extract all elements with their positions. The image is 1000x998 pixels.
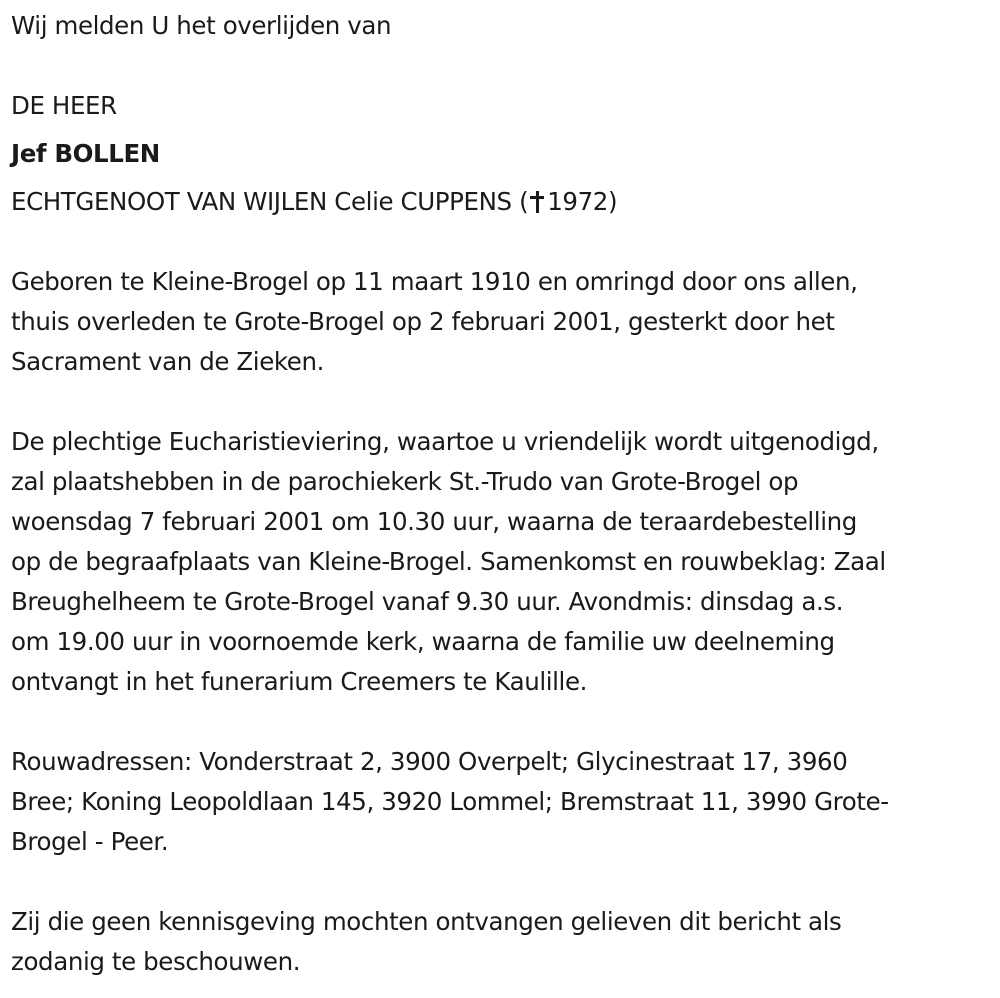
- address-line-2: Bree; Koning Leopoldlaan 145, 3920 Lommel; Bremstraat 11, 3990 Grote-: [11, 787, 889, 816]
- ceremony-line-4: op de begraafplaats van Kleine-Brogel. Samenkomst en rouwbeklag: Zaal: [11, 547, 886, 576]
- ceremony-line-6: om 19.00 uur in voornoemde kerk, waarna de familie uw deelneming: [11, 627, 835, 656]
- spouse-death-year: 1972): [547, 187, 618, 216]
- deceased-name: Jef BOLLEN: [11, 139, 160, 168]
- birth-line-2: thuis overleden te Grote-Brogel op 2 februari 2001, gesterkt door het: [11, 307, 835, 336]
- salutation: DE HEER: [11, 91, 117, 120]
- ceremony-line-5: Breughelheem te Grote-Brogel vanaf 9.30 uur. Avondmis: dinsdag a.s.: [11, 587, 844, 616]
- birth-line-1: Geboren te Kleine-Brogel op 11 maart 1910 en omringd door ons allen,: [11, 267, 858, 296]
- closing-line-1: Zij die geen kennisgeving mochten ontvangen gelieven dit bericht als: [11, 907, 842, 936]
- address-line-1: Rouwadressen: Vonderstraat 2, 3900 Overpelt; Glycinestraat 17, 3960: [11, 747, 848, 776]
- birth-line-3: Sacrament van de Zieken.: [11, 347, 324, 376]
- closing-line-2: zodanig te beschouwen.: [11, 947, 301, 976]
- ceremony-line-3: woensdag 7 februari 2001 om 10.30 uur, waarna de teraardebestelling: [11, 507, 857, 536]
- ceremony-line-2: zal plaatshebben in de parochiekerk St.-Trudo van Grote-Brogel op: [11, 467, 799, 496]
- cross-icon: [529, 191, 545, 213]
- spouse-text: ECHTGENOOT VAN WIJLEN Celie CUPPENS (: [11, 187, 529, 216]
- ceremony-line-1: De plechtige Eucharistieviering, waartoe u vriendelijk wordt uitgenodigd,: [11, 427, 879, 456]
- ceremony-line-7: ontvangt in het funerarium Creemers te Kaulille.: [11, 667, 588, 696]
- spouse-line: [11, 182, 617, 222]
- intro-text: Wij melden U het overlijden van: [11, 11, 392, 40]
- address-line-3: Brogel - Peer.: [11, 827, 169, 856]
